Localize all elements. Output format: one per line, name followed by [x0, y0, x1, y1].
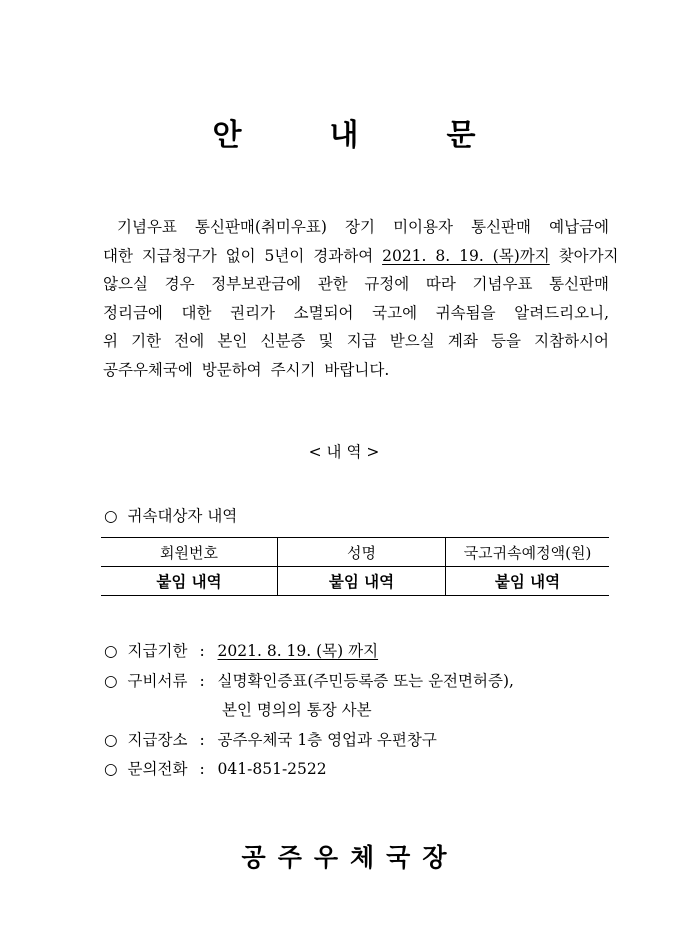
table-cell: 붙임 내역: [278, 567, 446, 596]
signature-char: 장: [422, 843, 447, 872]
info-colon: :: [199, 642, 205, 660]
list-title: [104, 504, 237, 526]
signature-char: 주: [277, 843, 302, 872]
info-colon: :: [199, 730, 205, 749]
signature-char: 우: [313, 843, 338, 872]
signature-char: 체: [350, 843, 375, 872]
header-amount: 국고귀속예정액(원): [446, 538, 610, 567]
title-char: 문: [446, 118, 476, 153]
signature: [0, 838, 688, 874]
info-row-deadline: [104, 637, 514, 667]
info-label: 구비서류: [127, 671, 188, 690]
info-row-phone: [104, 755, 514, 785]
info-colon: :: [199, 671, 205, 690]
table-row: [101, 567, 609, 596]
signature-char: 국: [386, 843, 411, 872]
info-value: 2021. 8. 19. (목) 까지: [217, 642, 379, 660]
info-label: 지급기한: [127, 642, 188, 660]
paragraph-text: 대한 지급청구가 없이 5년이 경과하여: [103, 246, 383, 265]
header-name: 성명: [278, 538, 446, 567]
circle-bullet-icon: ○: [104, 730, 118, 749]
table-cell: 붙임 내역: [446, 567, 610, 596]
info-list: [104, 637, 514, 785]
circle-bullet-icon: ○: [104, 671, 118, 690]
header-member-number: 회원번호: [101, 538, 278, 567]
table-header-row: [101, 538, 609, 567]
info-row-documents-cont: [104, 696, 514, 726]
signature-char: 공: [241, 843, 266, 872]
paragraph-text: 찾아가지: [549, 246, 619, 265]
info-value: 041-851-2522: [217, 760, 327, 778]
info-label: 문의전화: [127, 760, 188, 778]
paragraph-line: [103, 242, 619, 271]
info-label: 지급장소: [127, 730, 188, 749]
info-value: 공주우체국 1층 영업과 우편창구: [217, 730, 437, 749]
circle-bullet-icon: ○: [104, 760, 118, 778]
notice-paragraph: [103, 213, 619, 384]
info-value: 실명확인증표(주민등록증 또는 운전면허증),: [217, 671, 514, 690]
circle-bullet-icon: ○: [104, 642, 118, 660]
paragraph-line: 정리금에 대한 권리가 소멸되어 국고에 귀속됨을 알려드리오니,: [103, 303, 609, 322]
table-cell: 붙임 내역: [101, 567, 278, 596]
info-row-place: [104, 726, 514, 756]
circle-bullet-icon: ○: [104, 507, 118, 525]
paragraph-line: 않으실 경우 정부보관금에 관한 규정에 따라 기념우표 통신판매: [103, 275, 609, 293]
page-title: [0, 110, 688, 154]
title-char: 내: [329, 118, 359, 153]
info-colon: :: [199, 760, 205, 778]
info-row-documents: [104, 667, 514, 697]
paragraph-line: 위 기한 전에 본인 신분증 및 지급 받으실 계좌 등을 지참하시어: [103, 332, 609, 350]
info-value: 본인 명의의 통장 사본: [222, 701, 372, 719]
paragraph-line: 기념우표 통신판매(취미우표) 장기 미이용자 통신판매 예납금에: [117, 218, 609, 236]
paragraph-line: 공주우체국에 방문하여 주시기 바랍니다.: [103, 360, 390, 379]
list-title-text: 귀속대상자 내역: [127, 507, 238, 525]
target-list-table: [101, 537, 609, 596]
section-heading: < 내 역 >: [308, 443, 380, 461]
deadline-underlined: 2021. 8. 19. (목)까지: [382, 246, 550, 265]
title-char: 안: [212, 118, 242, 153]
